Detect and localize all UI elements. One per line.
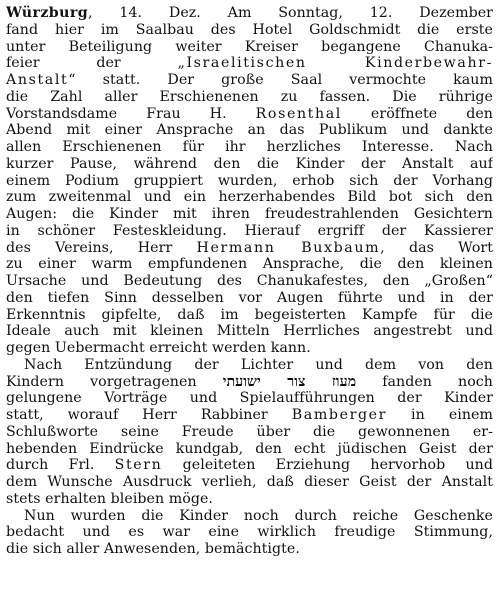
text-run: Augen: die Kinder mit ihren freudestrahlenden Gesichtern — [6, 206, 493, 222]
article-paragraph — [6, 357, 493, 508]
text-run: eröffnete den — [341, 105, 493, 122]
text-line — [6, 256, 493, 273]
emphasized-name: Anstalt — [6, 72, 69, 88]
text-run: gegen Uebermacht erreicht werden kann. — [6, 340, 311, 356]
text-line — [6, 173, 493, 190]
text-run: des Vereins, Herr — [6, 239, 197, 256]
text-run: , das Wort — [380, 239, 493, 256]
text-run: unter Beteiligung weiter Kreiser begangene Chanuka- — [6, 38, 493, 55]
text-line — [6, 424, 493, 441]
article-paragraph — [6, 508, 493, 558]
text-line — [6, 206, 493, 223]
text-run: die Zahl aller Erschienenen zu fassen. Die rührige — [6, 88, 493, 105]
text-run: in einem — [387, 407, 493, 423]
text-run: den tiefen Sinn desselben vor Augen führte und in der — [6, 289, 493, 306]
text-run: dem Wunsche Ausdruck verlieh, daß dieser Geist der Anstalt — [6, 474, 493, 490]
text-run: Abend mit einer Ansprache an das Publikum und dankte — [6, 122, 493, 139]
text-run: Schlußworte seine Freude über die gewonnenen er- — [6, 423, 493, 440]
text-line — [6, 139, 493, 156]
text-line — [6, 189, 493, 206]
text-run: Ideale auch mit kleinen Mitteln Herrliches angestrebt und — [6, 323, 493, 340]
text-line — [6, 122, 493, 139]
text-run: zum zweitenmal und ein herzerhabendes Bild bot sich den — [6, 189, 493, 206]
text-line — [6, 72, 493, 89]
text-run: kurzer Pause, während den die Kinder der Anstalt auf — [6, 155, 493, 172]
emphasized-name: Rosenthal — [255, 105, 342, 122]
text-run: Kindern vorgetragenen — [6, 373, 223, 390]
text-line — [6, 474, 493, 491]
text-run: Am Sonntag, 12. Dezember — [200, 5, 493, 21]
text-line — [6, 223, 493, 240]
emphasized-name: Stern — [114, 457, 163, 474]
text-line — [6, 390, 493, 407]
text-line — [6, 156, 493, 173]
dateline-place: Würzburg — [6, 5, 89, 21]
text-run: Vorstandsdame Frau H. — [6, 105, 256, 122]
emphasized-name: „Israelitischen Kinderbewahr- — [177, 55, 493, 72]
dateline-date: , 14. Dez. — [88, 5, 201, 21]
text-run: stets erhalten bleiben möge. — [6, 490, 213, 507]
text-line — [6, 524, 493, 541]
text-run: Ursache und Bedeutung des Chanukafestes, den „Großen“ — [6, 273, 493, 289]
text-line — [6, 374, 493, 391]
text-run: Erkenntnis gipfelte, daß im begeisterten Kampfe für die — [6, 306, 493, 323]
text-line — [6, 290, 493, 307]
text-line — [6, 491, 493, 508]
text-run: fanden noch — [356, 373, 493, 390]
text-run: bedacht und es war eine wirklich freudige Stimmung, — [6, 524, 493, 541]
hebrew-hymn-title: מעוז צור ישועתי — [222, 373, 357, 390]
text-line — [6, 508, 493, 525]
text-run: in schöner Festeskleidung. Hierauf ergriff der Kassierer — [6, 222, 493, 239]
text-run: einem Podium gruppiert wurden, erhob sich der Vorhang — [6, 172, 493, 189]
text-run: statt, worauf Herr Rabbiner — [6, 407, 292, 423]
text-line — [6, 323, 493, 340]
emphasized-name: Bamberger — [291, 407, 388, 423]
text-line — [6, 22, 493, 39]
text-run: allen Erschienenen für ihr herzliches Interesse. Nach — [6, 139, 493, 155]
text-line — [6, 357, 493, 374]
text-line — [6, 240, 493, 257]
text-run: Nun wurden die Kinder noch durch reiche Geschenke — [24, 507, 493, 524]
text-run: fand hier im Saalbau des Hotel Goldschmidt die erste — [6, 21, 493, 38]
text-run: zu einer warm empfundenen Ansprache, die den kleinen — [6, 256, 493, 273]
text-line — [6, 541, 493, 558]
text-line — [6, 106, 493, 123]
text-run: hebenden Eindrücke kundgab, den echt jüdischen Geist der — [6, 440, 493, 457]
text-line — [6, 273, 493, 290]
text-run: “ statt. Der große Saal vermochte kaum — [68, 72, 493, 88]
text-line — [6, 457, 493, 474]
article-body — [6, 5, 493, 558]
text-run: Nach Entzündung der Lichter und dem von den — [24, 356, 493, 373]
text-line — [6, 89, 493, 106]
emphasized-name: Hermann Buxbaum — [196, 239, 381, 256]
text-run: gelungene Vorträge und Spielaufführungen der Kinder — [6, 390, 493, 407]
text-line — [6, 441, 493, 458]
article-paragraph — [6, 5, 493, 357]
text-line — [6, 39, 493, 56]
text-run: durch Frl. — [6, 457, 115, 474]
text-line — [6, 340, 493, 357]
text-run: feier der — [6, 55, 178, 72]
text-line — [6, 307, 493, 324]
text-line — [6, 55, 493, 72]
text-run: die sich aller Anwesenden, bemächtigte. — [6, 541, 300, 557]
text-line — [6, 5, 493, 22]
text-line — [6, 407, 493, 424]
text-run: geleiteten Erziehung hervorhob und — [162, 457, 493, 474]
